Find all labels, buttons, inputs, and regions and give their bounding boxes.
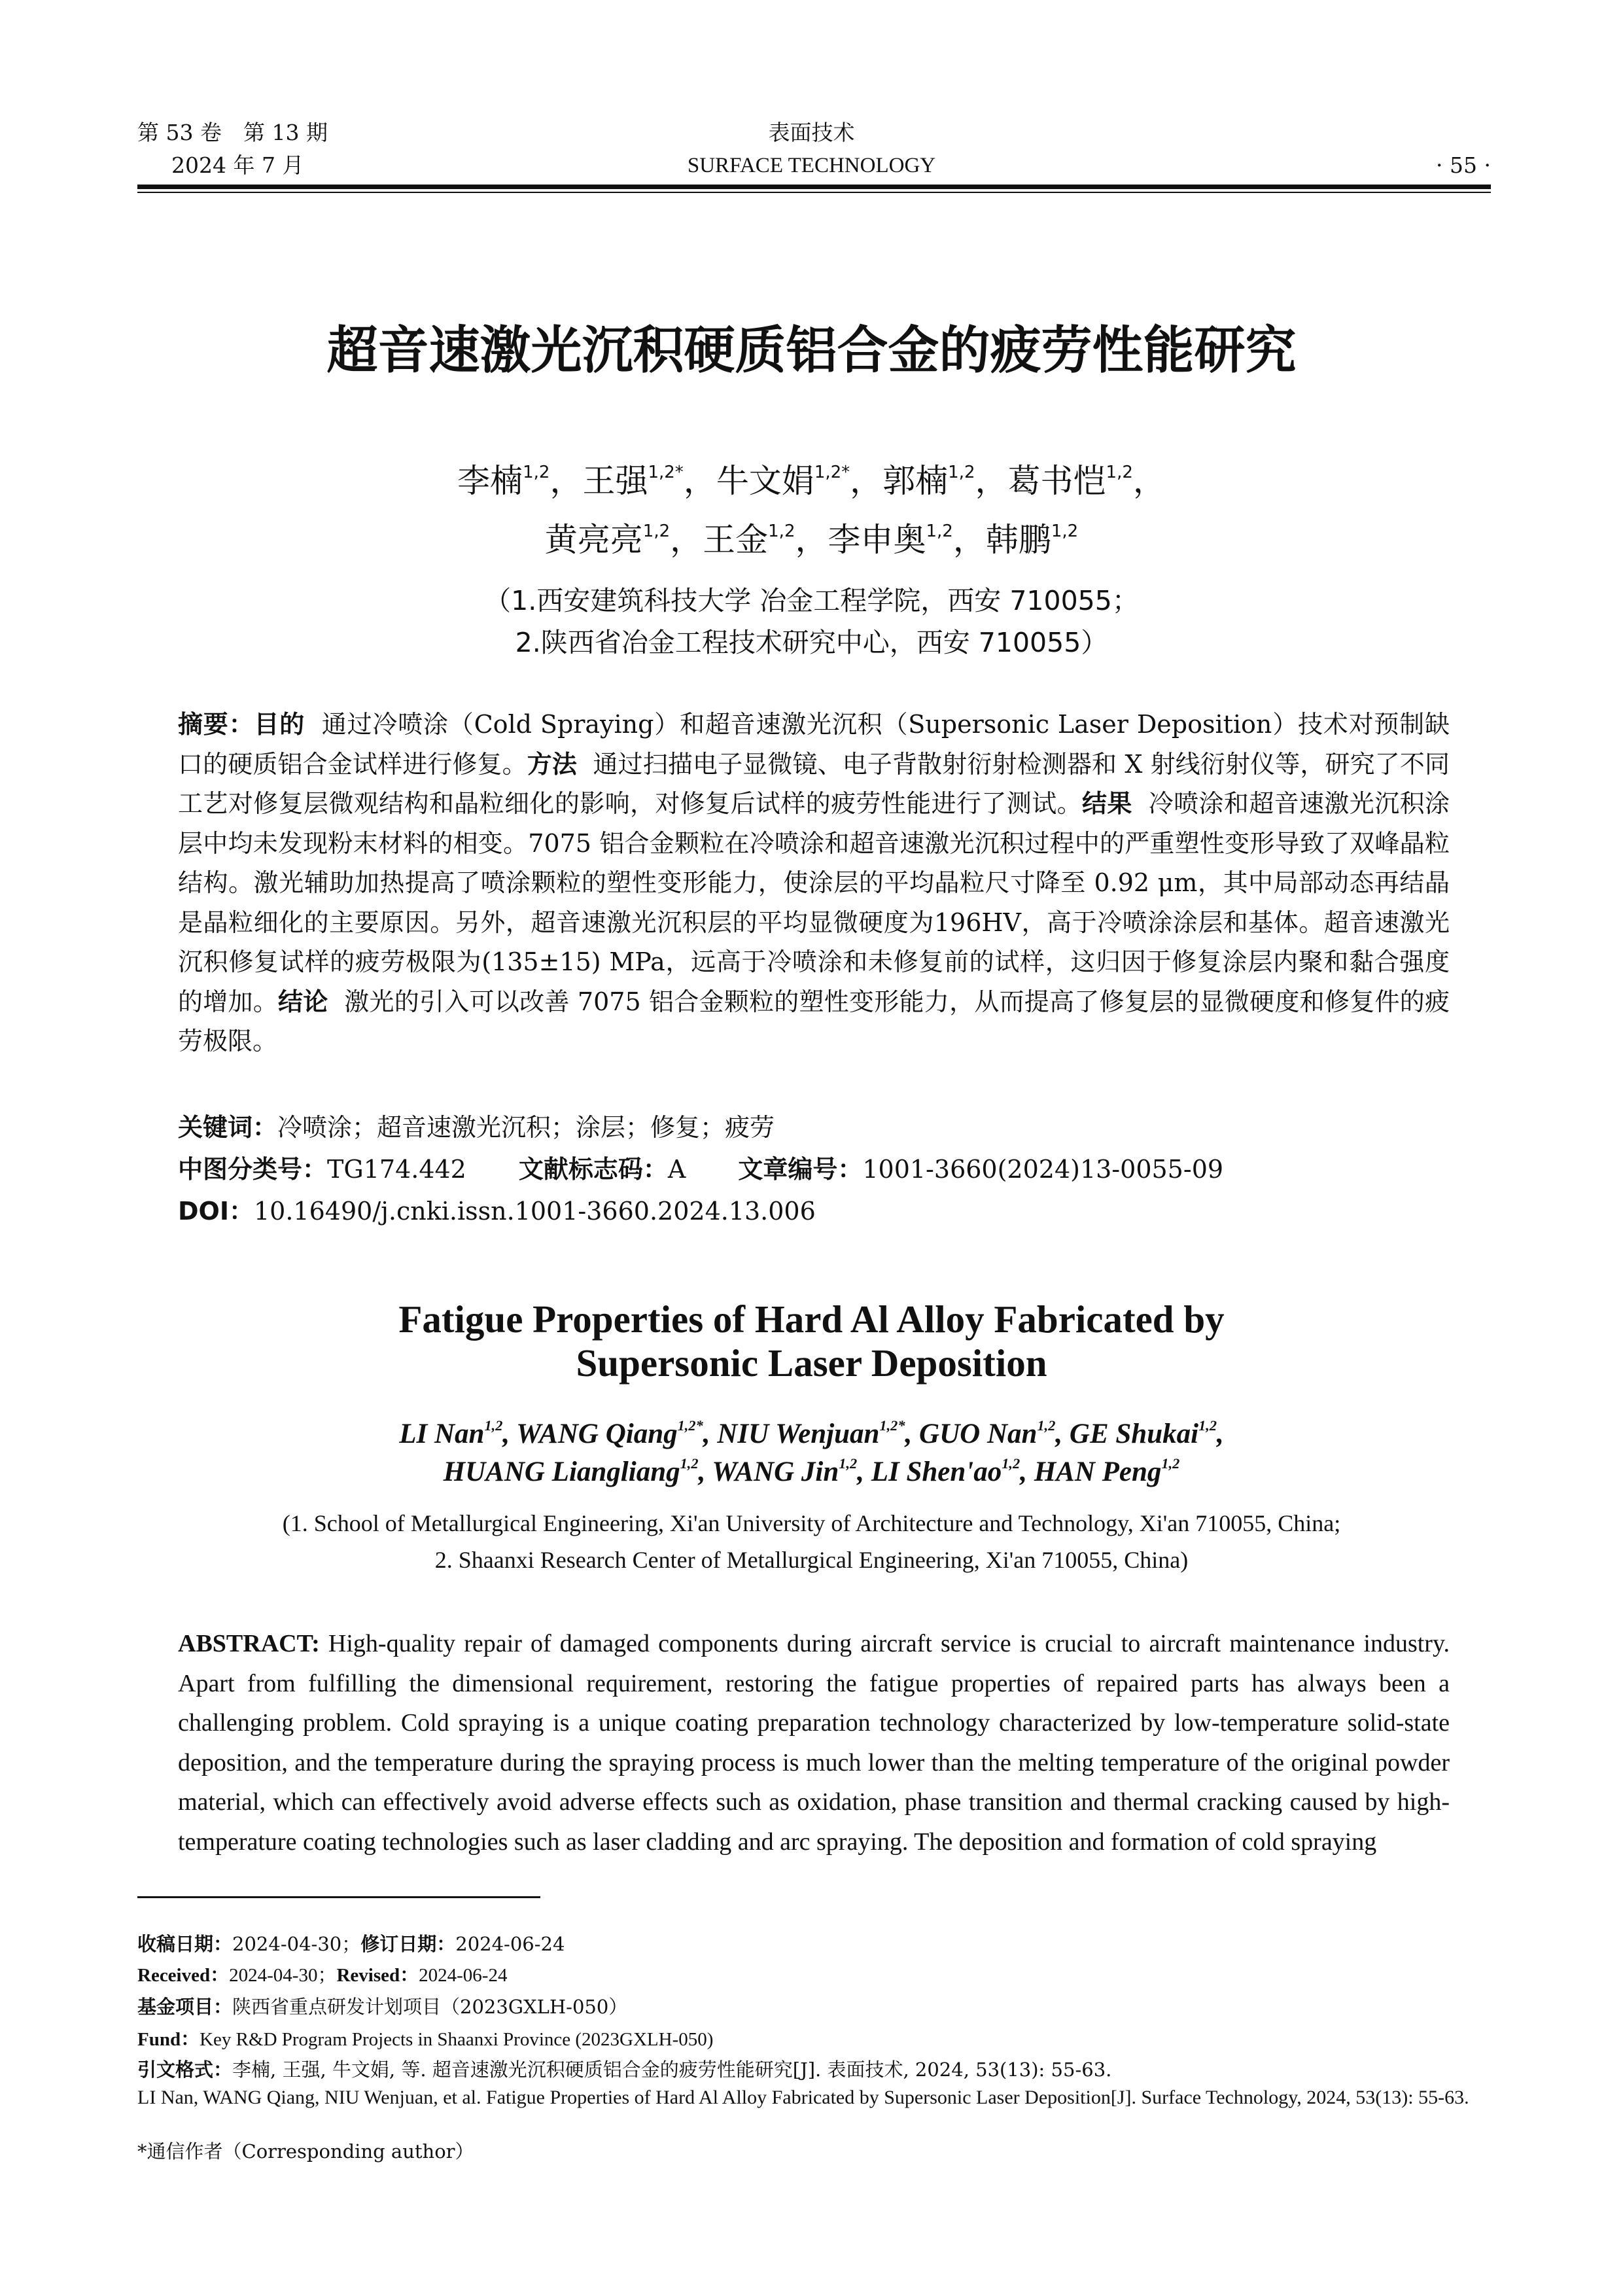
author-name: LI Shen'ao (871, 1457, 1002, 1487)
abstract-cn-purpose: 通过冷喷涂（Cold Spraying）和超音速激光沉积（Supersonic Laser Deposition）技术对预制缺口的硬质铝合金试样进行修复。 (178, 710, 1450, 779)
author-name: NIU Wenjuan (717, 1419, 880, 1449)
author-separator: ， (670, 521, 703, 559)
doi-line (178, 1192, 816, 1231)
author-separator: , (905, 1419, 920, 1449)
footnote-corresponding: *通信作者（Corresponding author） (137, 2140, 474, 2163)
header-date: 2024 年 7 月 (171, 152, 304, 178)
author-affiliation-sup: 1,2* (677, 1417, 703, 1434)
author-name: GUO Nan (919, 1419, 1038, 1449)
affiliation-cn-line2: 2.陕西省冶金工程技术研究中心，西安 710055） (515, 627, 1108, 658)
author-affiliation-sup: 1,2 (1051, 521, 1079, 541)
title-en-line1: Fatigue Properties of Hard Al Alloy Fabricated by (398, 1298, 1225, 1341)
author-affiliation-sup: 1,2 (642, 521, 671, 541)
author-separator: ， (952, 521, 986, 559)
header-journal-cn: 表面技术 (768, 120, 855, 145)
header-volume-issue: 第 53 卷 第 13 期 (137, 120, 328, 145)
author-affiliation-sup: 1,2 (523, 463, 550, 482)
author-affiliation-sup: 1,2 (1106, 463, 1133, 482)
footnote-dates-en (137, 1964, 1491, 1987)
author-name: WANG Jin (712, 1457, 839, 1487)
footnote-citation-en: LI Nan, WANG Qiang, NIU Wenjuan, et al. Fatigue Properties of Hard Al Alloy Fabricated by Supersonic Laser Deposition[J]. Surface Technology, 2024, 53(13): 55-63. (137, 2087, 1469, 2108)
author-affiliation-sup: 1,2* (648, 463, 684, 482)
abstract-cn-results: 冷喷涂和超音速激光沉积涂层中均未发现粉末材料的相变。7075 铝合金颗粒在冷喷涂和超音速激光沉积过程中的严重塑性变形导致了双峰晶粒结构。激光辅助加热提高了喷涂颗粒的塑性变形能力，使涂层的平均晶粒尺寸降至 0.92 μm，其中局部动态再结晶是晶粒细化的主要原因。另外，超音速激光沉积层的平均显微硬度为196HV，高于冷喷涂涂层和基体。超音速激光沉积修复试样的疲劳极限为(135±15) MPa，远高于冷喷涂和未修复前的试样，这归因于修复涂层内聚和黏合强度的增加。 (178, 789, 1450, 1016)
abstract-cn-method: 通过扫描电子显微镜、电子背散射衍射检测器和 X 射线衍射仪等，研究了不同工艺对修复层微观结构和晶粒细化的影响，对修复后试样的疲劳性能进行了测试。 (178, 749, 1450, 818)
revised-en-value: 2024-06-24 (419, 1965, 508, 1986)
author-name: 韩鹏 (985, 521, 1051, 559)
author-name: 王强 (582, 462, 648, 501)
author-affiliation-sup: 1,2 (1161, 1455, 1180, 1472)
abstract-cn-conclusion: 激光的引入可以改善 7075 铝合金颗粒的塑性变形能力，从而提高了修复层的显微硬度和修复件的疲劳极限。 (178, 987, 1450, 1055)
author-name: 李申奥 (828, 521, 926, 559)
clc-value: TG174.442 (327, 1155, 466, 1184)
fund-cn-label: 基金项目： (137, 1996, 233, 2018)
header-page-number: · 55 · (1436, 152, 1491, 178)
author-affiliation-sup: 1,2 (1002, 1455, 1021, 1472)
keywords-cn (178, 1108, 775, 1147)
author-separator: , (1217, 1419, 1224, 1449)
authors-cn-line2 (0, 510, 1623, 561)
author-separator: , (857, 1457, 871, 1487)
revised-cn-label: 修订日期： (360, 1933, 456, 1955)
doi-label: DOI： (178, 1197, 254, 1226)
citation-label: 引文格式： (137, 2058, 233, 2081)
authors-en-line2 (0, 1445, 1623, 1491)
author-separator: ， (1132, 462, 1166, 501)
author-affiliation-sup: 1,2 (1037, 1417, 1056, 1434)
author-name: 葛书恺 (1007, 462, 1106, 501)
author-affiliation-sup: 1,2 (768, 521, 795, 541)
author-affiliation-sup: 1,2 (680, 1455, 699, 1472)
author-separator: , (502, 1419, 517, 1449)
clc-label: 中图分类号： (178, 1155, 328, 1184)
affiliation-en-line2: 2. Shaanxi Research Center of Metallurgical Engineering, Xi'an 710055, China) (434, 1547, 1189, 1573)
received-cn-value: 2024-04-30； (232, 1933, 361, 1955)
doc-code-label: 文献标志码： (518, 1155, 668, 1184)
author-separator: , (1020, 1457, 1034, 1487)
author-name: 王金 (703, 521, 769, 559)
fund-en-value: Key R&D Program Projects in Shaanxi Province (2023GXLH-050) (200, 2029, 714, 2050)
method-label: 方法 (527, 749, 578, 779)
classification-line (178, 1150, 1223, 1189)
author-name: 牛文娟 (716, 462, 814, 501)
author-separator: ， (795, 521, 828, 559)
fund-en-label: Fund： (137, 2029, 200, 2050)
title-cn: 超音速激光沉积硬质铝合金的疲劳性能研究 (326, 321, 1297, 380)
abstract-en-label: ABSTRACT: (178, 1630, 320, 1657)
affiliation-cn-line1: （1.西安建筑科技大学 冶金工程学院，西安 710055； (484, 585, 1139, 616)
author-name: 黄亮亮 (544, 521, 643, 559)
author-name: 郭楠 (882, 462, 949, 501)
revised-en-label: Revised： (336, 1965, 419, 1986)
footnote-rule (137, 1896, 540, 1898)
received-en-label: Received： (137, 1965, 230, 1986)
author-separator: ， (850, 462, 883, 501)
header-journal-en: SURFACE TECHNOLOGY (687, 154, 936, 177)
author-separator: , (1055, 1419, 1070, 1449)
footnote-dates-cn (137, 1933, 1491, 1956)
revised-cn-value: 2024-06-24 (455, 1933, 565, 1955)
conclusion-label: 结论 (278, 987, 328, 1016)
received-cn-label: 收稿日期： (137, 1933, 233, 1955)
article-number-value: 1001-3660(2024)13-0055-09 (862, 1155, 1224, 1184)
author-name: GE Shukai (1069, 1419, 1199, 1449)
header-rule-thick (137, 185, 1491, 189)
abstract-en (178, 1624, 1450, 1862)
footnote-citation-cn (137, 2058, 1491, 2081)
footnote-fund-en (137, 2028, 1491, 2051)
author-affiliation-sup: 1,2 (839, 1455, 858, 1472)
title-en-line2: Supersonic Laser Deposition (576, 1341, 1047, 1385)
author-separator: ， (975, 462, 1008, 501)
fund-cn-value: 陕西省重点研发计划项目（2023GXLH-050） (232, 1996, 628, 2018)
keywords-value: 冷喷涂；超音速激光沉积；涂层；修复；疲劳 (277, 1113, 775, 1142)
author-name: HUANG Liangliang (443, 1457, 680, 1487)
author-affiliation-sup: 1,2 (484, 1417, 503, 1434)
author-separator: , (698, 1457, 712, 1487)
author-affiliation-sup: 1,2 (948, 463, 975, 482)
author-separator: ， (550, 462, 583, 501)
author-name: WANG Qiang (516, 1419, 678, 1449)
author-affiliation-sup: 1,2 (1198, 1417, 1217, 1434)
article-number-label: 文章编号： (738, 1155, 863, 1184)
received-en-value: 2024-04-30； (229, 1965, 337, 1986)
citation-cn-value: 李楠, 王强, 牛文娟, 等. 超音速激光沉积硬质铝合金的疲劳性能研究[J]. 表面技术, 2024, 53(13): 55-63. (232, 2058, 1112, 2081)
doi-value: 10.16490/j.cnki.issn.1001-3660.2024.13.006 (254, 1197, 816, 1226)
author-name: HAN Peng (1034, 1457, 1162, 1487)
author-name: 李楠 (457, 462, 523, 501)
purpose-label: 目的 (254, 710, 305, 739)
author-affiliation-sup: 1,2 (926, 521, 953, 541)
abstract-cn-label: 摘要： (178, 710, 254, 739)
author-name: LI Nan (399, 1419, 485, 1449)
abstract-en-text: High-quality repair of damaged components during aircraft service is crucial to aircraft maintenance industry. Apart from fulfilling the dimensional requirement, restoring the fatigue properties of repaired parts has always been a challenging problem. Cold spraying is a unique coating preparation technology characterized by low-temperature solid-state deposition, and the temperature during the spraying process is much lower than the melting temperature of the original powder material, which can effectively avoid adverse effects such as oxidation, phase transition and thermal cracking caused by high-temperature coating technologies such as laser cladding and arc spraying. The deposition and formation of cold spraying (178, 1630, 1450, 1856)
keywords-label: 关键词： (178, 1113, 278, 1142)
results-label: 结果 (1081, 789, 1132, 818)
affiliation-en-line1: (1. School of Metallurgical Engineering, Xi'an University of Architecture and Technology, Xi'an 710055, China; (282, 1510, 1341, 1536)
author-separator: , (703, 1419, 718, 1449)
author-affiliation-sup: 1,2* (879, 1417, 905, 1434)
header-rule-thin (137, 192, 1491, 193)
doc-code-value: A (667, 1155, 686, 1184)
footnote-fund-cn (137, 1996, 1491, 2019)
authors-cn-line1 (0, 451, 1623, 502)
abstract-cn (178, 705, 1450, 1061)
author-separator: ， (683, 462, 716, 501)
author-affiliation-sup: 1,2* (814, 463, 850, 482)
